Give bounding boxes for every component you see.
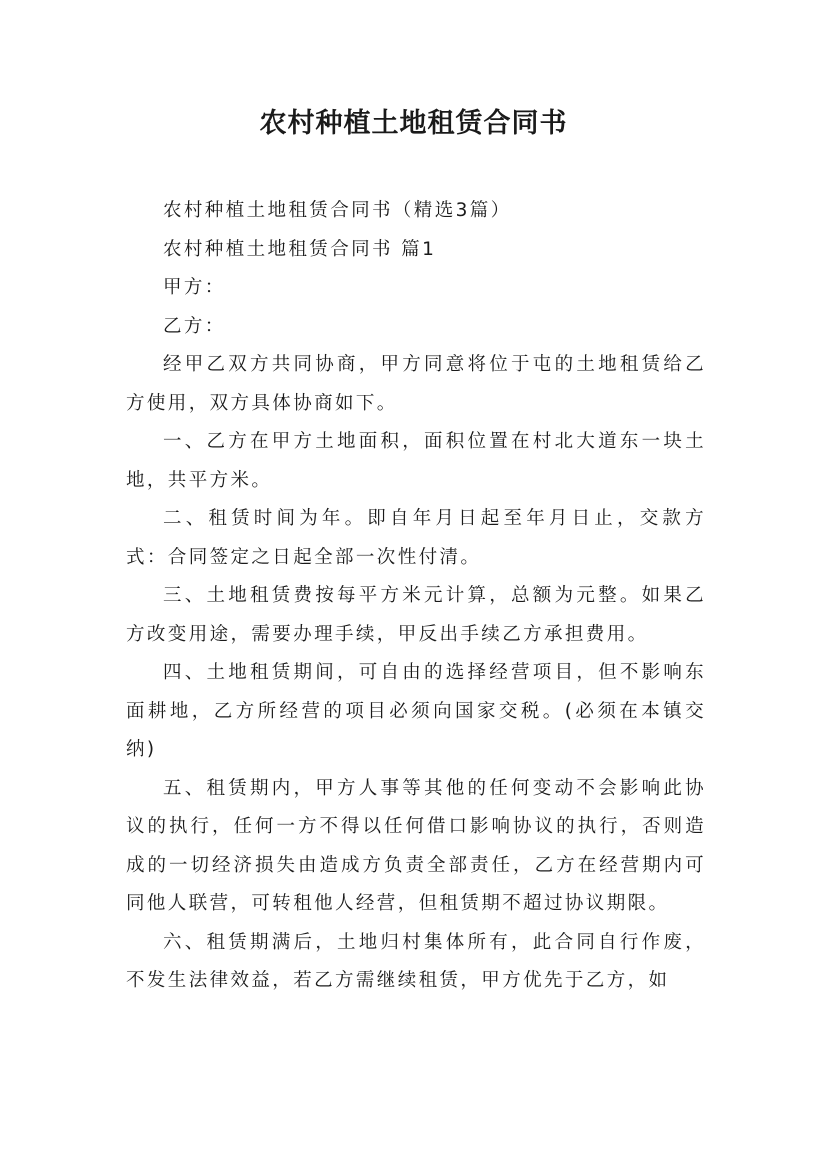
party-b-line: 乙方：: [163, 315, 226, 337]
section-heading: 农村种植土地租赁合同书 篇1: [163, 238, 437, 260]
clause-1: 一、乙方在甲方土地面积，面积位置在村北大道东一块土地，共平方米。: [126, 431, 706, 491]
document-title: 农村种植土地租赁合同书: [259, 108, 568, 139]
clause-5: 五、租赁期内，甲方人事等其他的任何变动不会影响此协议的执行，任何一方不得以任何借口影响协议的执行，否则造成的一切经济损失由造成方负责全部责任，乙方在经营期内可同他人联营，可转租他人经营，但租赁期不超过协议期限。: [126, 777, 706, 914]
clause-3: 三、土地租赁费按每平方米元计算，总额为元整。如果乙方改变用途，需要办理手续，甲反出手续乙方承担费用。: [126, 585, 706, 645]
clause-2: 二、租赁时间为年。即自年月日起至年月日止，交款方式：合同签定之日起全部一次性付清。: [126, 508, 706, 568]
party-a-line: 甲方：: [163, 277, 226, 298]
clause-6: 六、租赁期满后，土地归村集体所有，此合同自行作废，不发生法律效益，若乙方需继续租赁，甲方优先于乙方，如: [126, 931, 706, 991]
intro-paragraph: 经甲乙双方共同协商，甲方同意将位于屯的土地租赁给乙方使用，双方具体协商如下。: [126, 354, 706, 414]
clause-4: 四、土地租赁期间，可自由的选择经营项目，但不影响东面耕地，乙方所经营的项目必须向国家交税。(必须在本镇交纳): [126, 662, 706, 760]
subtitle-selection: 农村种植土地租赁合同书（精选3篇）: [163, 200, 512, 221]
document-body: [126, 192, 706, 1001]
